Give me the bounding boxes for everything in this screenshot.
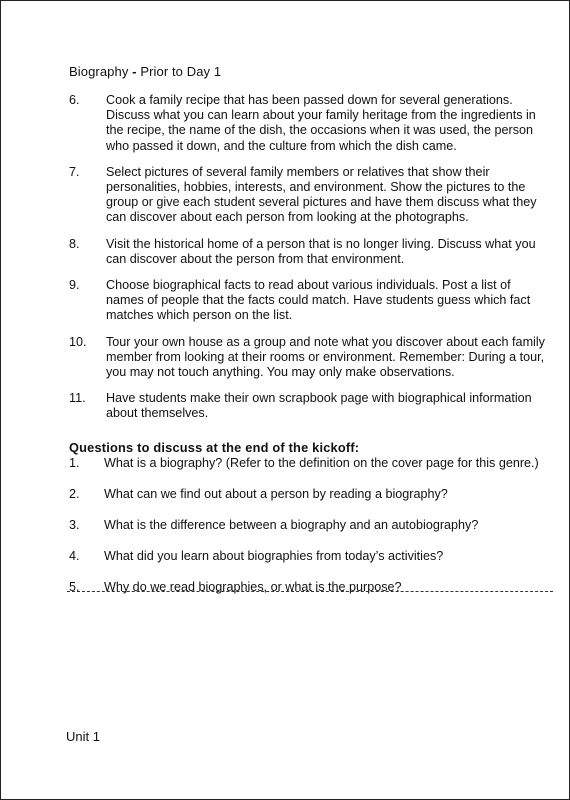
item-text: Tour your own house as a group and note what you discover about each family member from looking at their rooms or environment. Remember: During a tour, you may not touch anything. You may only make observations.	[106, 334, 545, 380]
question-item	[69, 518, 554, 533]
list-item	[69, 165, 549, 226]
item-number: 9.	[69, 278, 80, 293]
questions-heading: Questions to discuss at the end of the kickoff:	[69, 440, 360, 455]
list-item	[69, 237, 549, 267]
question-item	[69, 456, 554, 471]
question-number: 2.	[69, 487, 80, 501]
question-number: 3.	[69, 518, 80, 532]
list-item	[69, 93, 549, 154]
item-text: Visit the historical home of a person that is no longer living. Discuss what you can discover about the person from that environment.	[106, 236, 536, 266]
item-text: Have students make their own scrapbook page with biographical information about themselves.	[106, 391, 532, 421]
question-text: Why do we read biographies, or what is the purpose?	[104, 580, 402, 594]
question-item	[69, 580, 554, 595]
activity-list	[69, 93, 549, 422]
item-number: 7.	[69, 164, 80, 179]
item-number: 11.	[69, 391, 86, 406]
question-text: What did you learn about biographies from today’s activities?	[104, 549, 444, 563]
header-title-suffix: Prior to Day 1	[140, 64, 222, 79]
item-text: Cook a family recipe that has been passed down for several generations. Discuss what you can learn about your family heritage from the ingredients in the recipe, the name of the dish, the occasions when it was used, the person who passed it down, and the culture from which the dish came.	[106, 93, 536, 153]
item-text: Select pictures of several family members or relatives that show their personalities, hobbies, interests, and environment. Show the pictures to the group or give each student several pictures and have them discuss what they can discover about each person from looking at the photographs.	[106, 164, 537, 225]
item-number: 6.	[69, 93, 80, 107]
page-footer: Unit 1	[66, 729, 100, 744]
question-number: 4.	[69, 549, 80, 563]
item-number: 8.	[69, 236, 80, 251]
list-item	[69, 278, 549, 324]
question-text: What is the difference between a biography and an autobiography?	[104, 518, 479, 532]
dashed-divider	[67, 591, 553, 592]
question-item	[69, 487, 554, 502]
question-text: What is a biography? (Refer to the definition on the cover page for this genre.)	[104, 456, 539, 470]
page-header	[69, 64, 221, 79]
question-number: 5.	[69, 580, 80, 594]
header-dash: -	[128, 64, 141, 79]
question-item	[69, 549, 554, 564]
question-number: 1.	[69, 456, 80, 470]
header-title-prefix: Biography	[69, 64, 129, 79]
list-item	[69, 335, 549, 381]
question-text: What can we find out about a person by reading a biography?	[104, 487, 448, 501]
list-item	[69, 391, 549, 421]
item-text: Choose biographical facts to read about various individuals. Post a list of names of people that the facts could match. Have students guess which fact matches which person on the list.	[106, 278, 531, 323]
questions-list	[69, 456, 554, 595]
item-number: 10.	[69, 334, 87, 349]
